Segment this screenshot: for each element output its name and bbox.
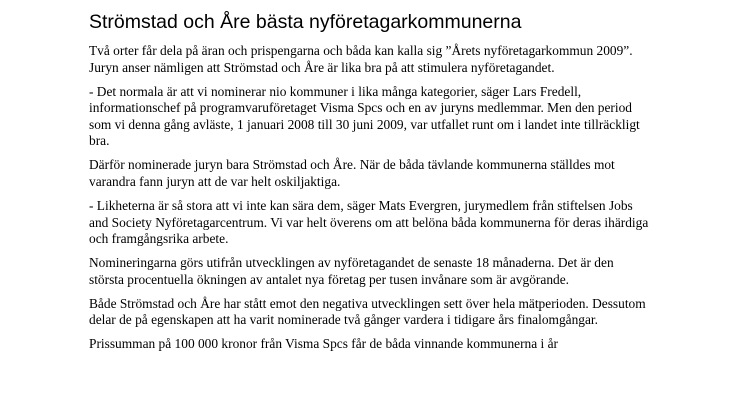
document-page xyxy=(89,9,649,360)
document-title: Strömstad och Åre bästa nyföretagarkommunerna xyxy=(89,11,522,33)
paragraph: Nomineringarna görs utifrån utvecklingen av nyföretagandet de senaste 18 månaderna. Det är den största procentuella ökningen av antalet nya företag per tusen invånare som är avgörande. xyxy=(89,255,614,287)
paragraph: Prissumman på 100 000 kronor från Visma Spcs får de båda vinnande kommunerna i år xyxy=(89,336,558,352)
paragraph: - Det normala är att vi nominerar nio kommuner i lika många kategorier, säger Lars Fredell, informationschef på programvaruföretaget Visma Spcs och en av juryns medlemmar. Men den period som vi denna gång avläste, 1 januari 2008 till 30 juni 2009, var utfallet runt om i landet inte tillräckligt bra. xyxy=(89,83,640,149)
paragraph: Två orter får dela på äran och prispengarna och båda kan kalla sig ”Årets nyföretagarkommun 2009”. Juryn anser nämligen att Strömstad och Åre är lika bra på att stimulera nyföretagandet. xyxy=(89,43,633,75)
paragraph: Både Strömstad och Åre har stått emot den negativa utvecklingen sett över hela mätperioden. Dessutom delar de på egenskapen att ha varit nominerade två gånger vardera i tidigare års finalomgångar. xyxy=(89,295,646,328)
paragraph: - Likheterna är så stora att vi inte kan sära dem, säger Mats Evergren, jurymedlem från stiftelsen Jobs and Society Nyföretagarcentrum. Vi var helt överens om att belöna båda kommunerna för deras ihärdiga och framgångsrika arbete. xyxy=(89,197,649,247)
paragraph: Därför nominerade juryn bara Strömstad och Åre. När de båda tävlande kommunerna ställdes mot varandra fann juryn att de var helt oskiljaktiga. xyxy=(89,157,615,189)
